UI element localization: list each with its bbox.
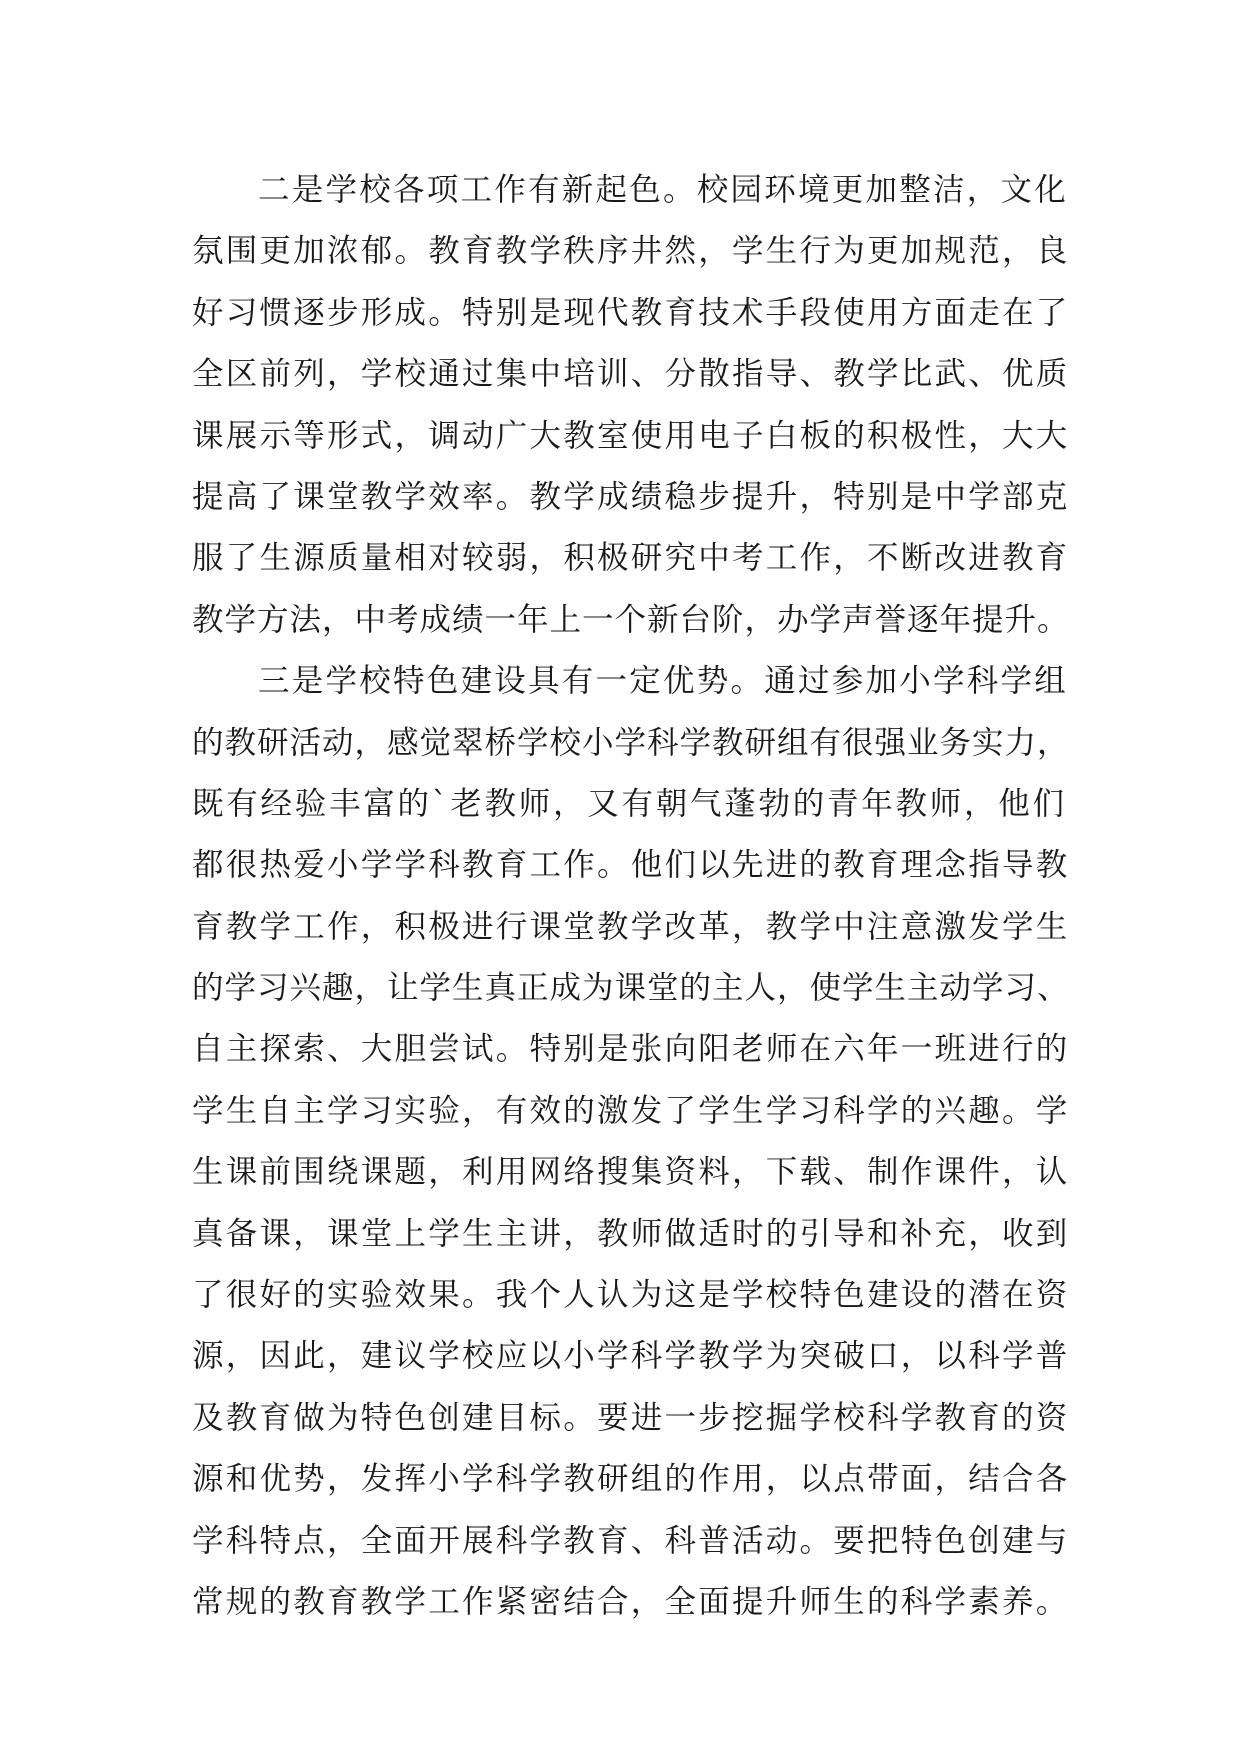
text-line: 提高了课堂教学效率。教学成绩稳步提升，特别是中学部克 [192, 478, 1070, 515]
paragraph-first-line: 二是学校各项工作有新起色。校园环境更加整洁，文化 [258, 172, 1069, 208]
text-line: 服了生源质量相对较弱，积极研究中考工作，不断改进教育 [192, 540, 1070, 577]
text-line: 学科特点，全面开展科学教育、科普活动。要把特色创建与 [192, 1522, 1070, 1559]
text-line: 全区前列，学校通过集中培训、分散指导、教学比武、优质 [192, 356, 1070, 393]
text-line: 氛围更加浓郁。教育教学秩序井然，学生行为更加规范，良 [192, 233, 1070, 270]
text-line: 教学方法，中考成绩一年上一个新台阶，办学声誉逐年提升。 [192, 601, 1070, 638]
text-line: 真备课，课堂上学生主讲，教师做适时的引导和补充，收到 [192, 1215, 1070, 1252]
text-line: 的学习兴趣，让学生真正成为课堂的主人，使学生主动学习、 [192, 970, 1070, 1007]
text-line: 的教研活动，感觉翠桥学校小学科学教研组有很强业务实力， [192, 724, 1070, 761]
text-line: 都很热爱小学学科教育工作。他们以先进的教育理念指导教 [192, 847, 1070, 884]
paragraph-first-line: 三是学校特色建设具有一定优势。通过参加小学科学组 [258, 663, 1069, 700]
text-line: 及教育做为特色创建目标。要进一步挖掘学校科学教育的资 [192, 1399, 1070, 1436]
text-line: 既有经验丰富的`老教师，又有朝气蓬勃的青年教师，他们 [192, 785, 1067, 822]
text-line: 了很好的实验效果。我个人认为这是学校特色建设的潜在资 [192, 1277, 1070, 1314]
text-line: 源，因此，建议学校应以小学科学教学为突破口，以科学普 [192, 1338, 1070, 1375]
text-line: 常规的教育教学工作紧密结合，全面提升师生的科学素养。 [192, 1583, 1070, 1620]
text-line: 学生自主学习实验，有效的激发了学生学习科学的兴趣。学 [192, 1092, 1070, 1129]
text-line: 源和优势，发挥小学科学教研组的作用，以点带面，结合各 [192, 1461, 1070, 1498]
text-line: 育教学工作，积极进行课堂教学改革，教学中注意激发学生 [192, 908, 1070, 945]
text-line: 好习惯逐步形成。特别是现代教育技术手段使用方面走在了 [192, 294, 1070, 331]
body-text [192, 160, 1072, 1633]
text-line: 生课前围绕课题，利用网络搜集资料，下载、制作课件，认 [192, 1154, 1070, 1191]
text-line: 课展示等形式，调动广大教室使用电子白板的积极性，大大 [192, 417, 1070, 454]
text-line: 自主探索、大胆尝试。特别是张向阳老师在六年一班进行的 [192, 1031, 1070, 1068]
